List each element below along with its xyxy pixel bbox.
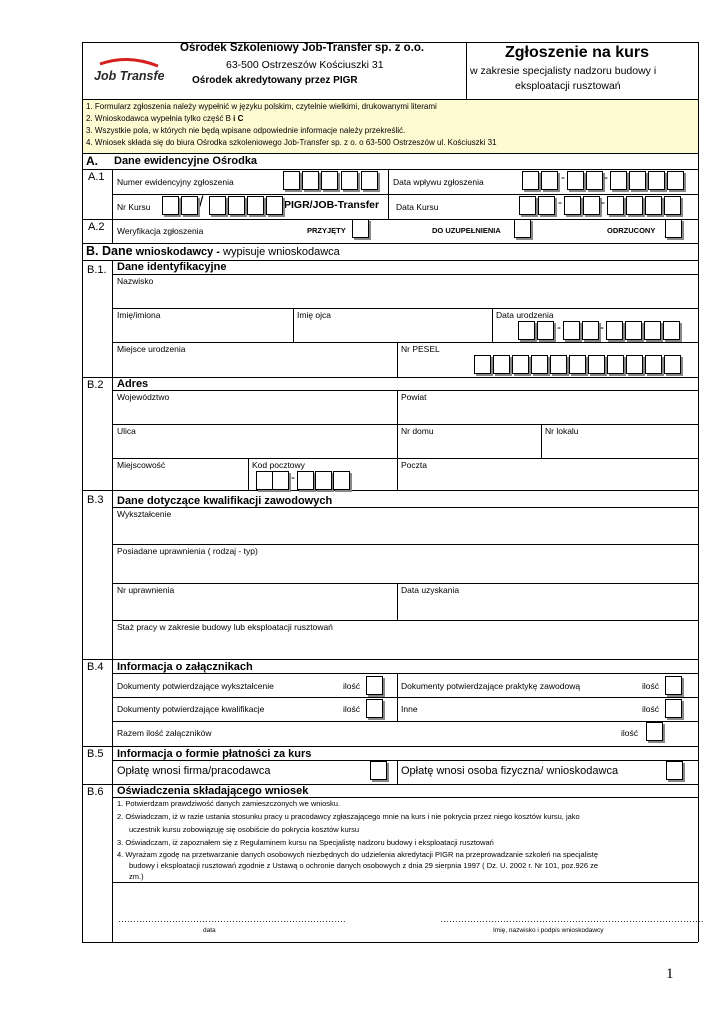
label-ulica: Ulica (117, 426, 136, 436)
data-wplywu-digit-box[interactable] (610, 171, 627, 190)
label-nr-ewidencyjny: Numer ewidencyjny zgłoszenia (117, 177, 234, 187)
nr-kursu-digit-box[interactable] (266, 196, 283, 215)
data-urodzenia-digit-box[interactable] (537, 321, 554, 340)
data-wplywu-digit-box[interactable] (667, 171, 684, 190)
statement-4b: budowy i eksploatacji rusztowań zgodnie z Ustawą o ochronie danych osobowych z dnia 29 sierpnia 1997 ( Dz. U. 2002 r. Nr 101, poz.926 ze (129, 861, 599, 870)
label-data-urodzenia: Data urodzenia (496, 310, 554, 320)
label-pesel: Nr PESEL (401, 344, 440, 354)
data-wplywu-digit-box[interactable] (541, 171, 558, 190)
b5-number: B.5 (87, 748, 104, 760)
a2-number: A.2 (88, 221, 105, 233)
pesel-digit-box[interactable] (531, 355, 548, 374)
section-a-letter: A. (86, 154, 98, 168)
instruction-2: 2. Wnioskodawca wypełnia tylko część B i C (86, 114, 244, 123)
data-kursu-digit-box[interactable] (564, 196, 581, 215)
data-wplywu-digit-box[interactable] (629, 171, 646, 190)
pesel-digit-box[interactable] (474, 355, 491, 374)
logo-swoosh-icon (92, 56, 164, 86)
oplata-firma-checkbox[interactable] (370, 761, 387, 780)
statement-3: 3. Oświadczam, iż zapoznałem się z Regulaminem kursu na Specjalistę nadzoru budowy i eksploatacji rusztowań (117, 838, 494, 847)
label-do-uzupelnienia: DO UZUPEŁNIENIA (432, 226, 501, 235)
label-miejsce-urodzenia: Miejsce urodzenia (117, 344, 186, 354)
signature-dots[interactable]: ……………………………………………………………………………. (440, 914, 704, 924)
nr-ewid-digit-box[interactable] (283, 171, 300, 190)
label-wyksztalcenie: Wykształcenie (117, 509, 172, 519)
label-miejscowosc: Miejscowość (117, 460, 166, 470)
pesel-digit-box[interactable] (569, 355, 586, 374)
label-inne: Inne (401, 704, 418, 714)
pesel-digit-box[interactable] (626, 355, 643, 374)
statement-2b: uczestnik kursu zobowiązuję się osobiście do pokrycia kosztów kursu (129, 825, 360, 834)
data-urodzenia-digit-box[interactable] (663, 321, 680, 340)
data-urodzenia-digit-box[interactable] (563, 321, 580, 340)
org-accredited: Ośrodek akredytowany przez PIGR (192, 75, 358, 86)
label-imiona: Imię/imiona (117, 310, 161, 320)
nr-kursu-digit-box[interactable] (209, 196, 226, 215)
data-urodzenia-digit-box[interactable] (582, 321, 599, 340)
statement-4c: zm.) (129, 872, 144, 881)
kod-pocztowy-digit-box[interactable] (256, 471, 273, 490)
data-kursu-digit-box[interactable] (583, 196, 600, 215)
data-urodzenia-digit-box[interactable] (644, 321, 661, 340)
b5-title: Informacja o formie płatności za kurs (117, 748, 312, 760)
kod-pocztowy-digit-box[interactable] (333, 471, 350, 490)
oplata-osoba-checkbox[interactable] (666, 761, 683, 780)
label-poczta: Poczta (401, 460, 427, 470)
nr-ewid-digit-box[interactable] (321, 171, 338, 190)
pesel-digit-box[interactable] (493, 355, 510, 374)
label-ilosc: ilość (642, 704, 660, 714)
statement-2a: 2. Oświadczam, iż w razie ustania stosunku pracy u pracodawcy zgłaszającego mnie na kurs i nie pokrycia przez niego kosztów kursu, jako (117, 812, 580, 821)
kod-pocztowy-digit-box[interactable] (297, 471, 314, 490)
ilosc-wyksztalcenie-box[interactable] (366, 676, 383, 695)
org-name: Ośrodek Szkoleniowy Job-Transfer sp. z o.o. (180, 42, 425, 54)
b1-number: B.1. (87, 264, 107, 276)
data-kursu-digit-box[interactable] (519, 196, 536, 215)
label-razem: Razem ilość załączników (117, 728, 212, 738)
date-dash: - (601, 195, 605, 209)
page-number: 1 (666, 966, 674, 982)
data-wplywu-digit-box[interactable] (522, 171, 539, 190)
label-data-wplywu: Data wpływu zgłoszenia (393, 177, 484, 187)
kod-pocztowy-digit-box[interactable] (315, 471, 332, 490)
b1-title: Dane identyfikacyjne (117, 261, 227, 273)
section-b-title: B. Dane wnioskodawcy - wypisuje wnioskodawca (86, 244, 340, 258)
label-staz-pracy: Staż pracy w zakresie budowy lub eksploatacji rusztowań (117, 622, 333, 632)
label-imie-ojca: Imię ojca (297, 310, 332, 320)
data-urodzenia-digit-box[interactable] (625, 321, 642, 340)
form-title: Zgłoszenie na kurs (505, 44, 650, 61)
nr-kursu-slash: / (199, 194, 204, 211)
label-nr-kursu: Nr Kursu (117, 202, 151, 212)
label-nazwisko: Nazwisko (117, 276, 154, 286)
pesel-digit-box[interactable] (512, 355, 529, 374)
nr-ewid-digit-box[interactable] (341, 171, 358, 190)
label-kod-pocztowy: Kod pocztowy (252, 460, 305, 470)
nr-kursu-digit-box[interactable] (228, 196, 245, 215)
label-weryfikacja: Weryfikacja zgłoszenia (117, 226, 204, 236)
label-dok-kwalifikacje: Dokumenty potwierdzające kwalifikacje (117, 704, 265, 714)
data-urodzenia-digit-box[interactable] (518, 321, 535, 340)
label-dok-praktyka: Dokumenty potwierdzające praktykę zawodową (401, 681, 581, 691)
label-dok-wyksztalcenie: Dokumenty potwierdzające wykształcenie (117, 681, 274, 691)
date-signature-dots[interactable]: …………………………………………………………………. (118, 914, 346, 924)
pesel-digit-box[interactable] (607, 355, 624, 374)
org-address: 63-500 Ostrzeszów Kościuszki 31 (226, 59, 384, 71)
statement-1: 1. Potwierdzam prawdziwość danych zamieszczonych we wniosku. (117, 799, 341, 808)
data-kursu-digit-box[interactable] (626, 196, 643, 215)
section-a-title: Dane ewidencyjne Ośrodka (114, 155, 258, 167)
label-data: data (203, 927, 216, 934)
ilosc-praktyka-box[interactable] (665, 676, 682, 695)
label-ilosc: ilość (343, 681, 361, 691)
label-data-uzyskania: Data uzyskania (401, 585, 460, 595)
date-dash: - (558, 195, 562, 209)
nr-kursu-digit-box[interactable] (162, 196, 179, 215)
b2-title: Adres (117, 378, 149, 390)
data-urodzenia-digit-box[interactable] (606, 321, 623, 340)
data-wplywu-digit-box[interactable] (586, 171, 603, 190)
label-oplata-firma: Opłatę wnosi firma/pracodawca (117, 765, 271, 777)
b2-number: B.2 (87, 379, 104, 391)
b3-number: B.3 (87, 494, 104, 506)
data-wplywu-digit-box[interactable] (567, 171, 584, 190)
logo-text: Job Transfer (94, 69, 164, 83)
data-kursu-digit-box[interactable] (645, 196, 662, 215)
label-wojewodztwo: Województwo (117, 392, 170, 402)
label-ilosc: ilość (642, 681, 660, 691)
kod-dash: - (291, 470, 295, 484)
pesel-digit-box[interactable] (588, 355, 605, 374)
date-dash: - (600, 320, 604, 334)
form-subtitle-2: eksploatacji rusztowań (515, 80, 621, 92)
pesel-digit-box[interactable] (550, 355, 567, 374)
b4-number: B.4 (87, 661, 104, 673)
a1-number: A.1 (88, 171, 105, 183)
ilosc-kwalifikacje-box[interactable] (366, 699, 383, 718)
job-transfer-logo (92, 56, 164, 86)
label-ilosc: ilość (621, 728, 639, 738)
b6-title: Oświadczenia składającego wniosek (117, 785, 309, 797)
data-wplywu-digit-box[interactable] (648, 171, 665, 190)
nr-kursu-digit-box[interactable] (247, 196, 264, 215)
data-kursu-digit-box[interactable] (664, 196, 681, 215)
do-uzupelnienia-checkbox[interactable] (514, 219, 531, 238)
statement-4a: 4. Wyrażam zgodę na przetwarzanie danych osobowych niezbędnych do udzielenia akredytacji PIGR na przeprowadzanie szkoleń na specjalistę (117, 850, 599, 859)
date-dash: - (604, 170, 608, 184)
przyjety-checkbox[interactable] (352, 219, 369, 238)
date-dash: - (561, 170, 565, 184)
data-kursu-digit-box[interactable] (538, 196, 555, 215)
pesel-digit-box[interactable] (664, 355, 681, 374)
label-oplata-osoba: Opłatę wnosi osoba fizyczna/ wnioskodawca (401, 765, 619, 777)
label-pigr: PIGR/JOB-Transfer (284, 199, 380, 211)
instruction-1: 1. Formularz zgłoszenia należy wypełnić w języku polskim, czytelnie wielkimi, drukowanymi literami (86, 102, 437, 111)
date-dash: - (557, 320, 561, 334)
kod-pocztowy-digit-box[interactable] (272, 471, 289, 490)
label-nr-uprawnienia: Nr uprawnienia (117, 585, 175, 595)
label-podpis: Imię, nazwisko i podpis wnioskodawcy (493, 927, 604, 934)
label-powiat: Powiat (401, 392, 427, 402)
label-przyjety: PRZYJĘTY (307, 226, 346, 235)
nr-kursu-digit-box[interactable] (181, 196, 198, 215)
odrzucony-checkbox[interactable] (665, 219, 682, 238)
label-ilosc: ilość (343, 704, 361, 714)
label-nr-lokalu: Nr lokalu (545, 426, 579, 436)
ilosc-inne-box[interactable] (665, 699, 682, 718)
ilosc-razem-box[interactable] (646, 722, 663, 741)
label-odrzucony: ODRZUCONY (607, 226, 656, 235)
label-nr-domu: Nr domu (401, 426, 434, 436)
b6-number: B.6 (87, 786, 104, 798)
form-subtitle-1: w zakresie specjalisty nadzoru budowy i (470, 65, 657, 77)
label-uprawnienia: Posiadane uprawnienia ( rodzaj - typ) (117, 546, 258, 556)
label-data-kursu: Data Kursu (396, 202, 439, 212)
b4-title: Informacja o załącznikach (117, 661, 253, 673)
instruction-4: 4. Wniosek składa się do biura Ośrodka szkoleniowego Job-Transfer sp. z o. o 63-500 Ostrzeszów ul. Kościuszki 31 (86, 138, 497, 147)
nr-ewid-digit-box[interactable] (302, 171, 319, 190)
instruction-3: 3. Wszystkie pola, w których nie będą wpisane odpowiednie informacje należy przekreślić. (86, 126, 406, 135)
b3-title: Dane dotyczące kwalifikacji zawodowych (117, 495, 333, 507)
pesel-digit-box[interactable] (645, 355, 662, 374)
nr-ewid-digit-box[interactable] (361, 171, 378, 190)
data-kursu-digit-box[interactable] (607, 196, 624, 215)
